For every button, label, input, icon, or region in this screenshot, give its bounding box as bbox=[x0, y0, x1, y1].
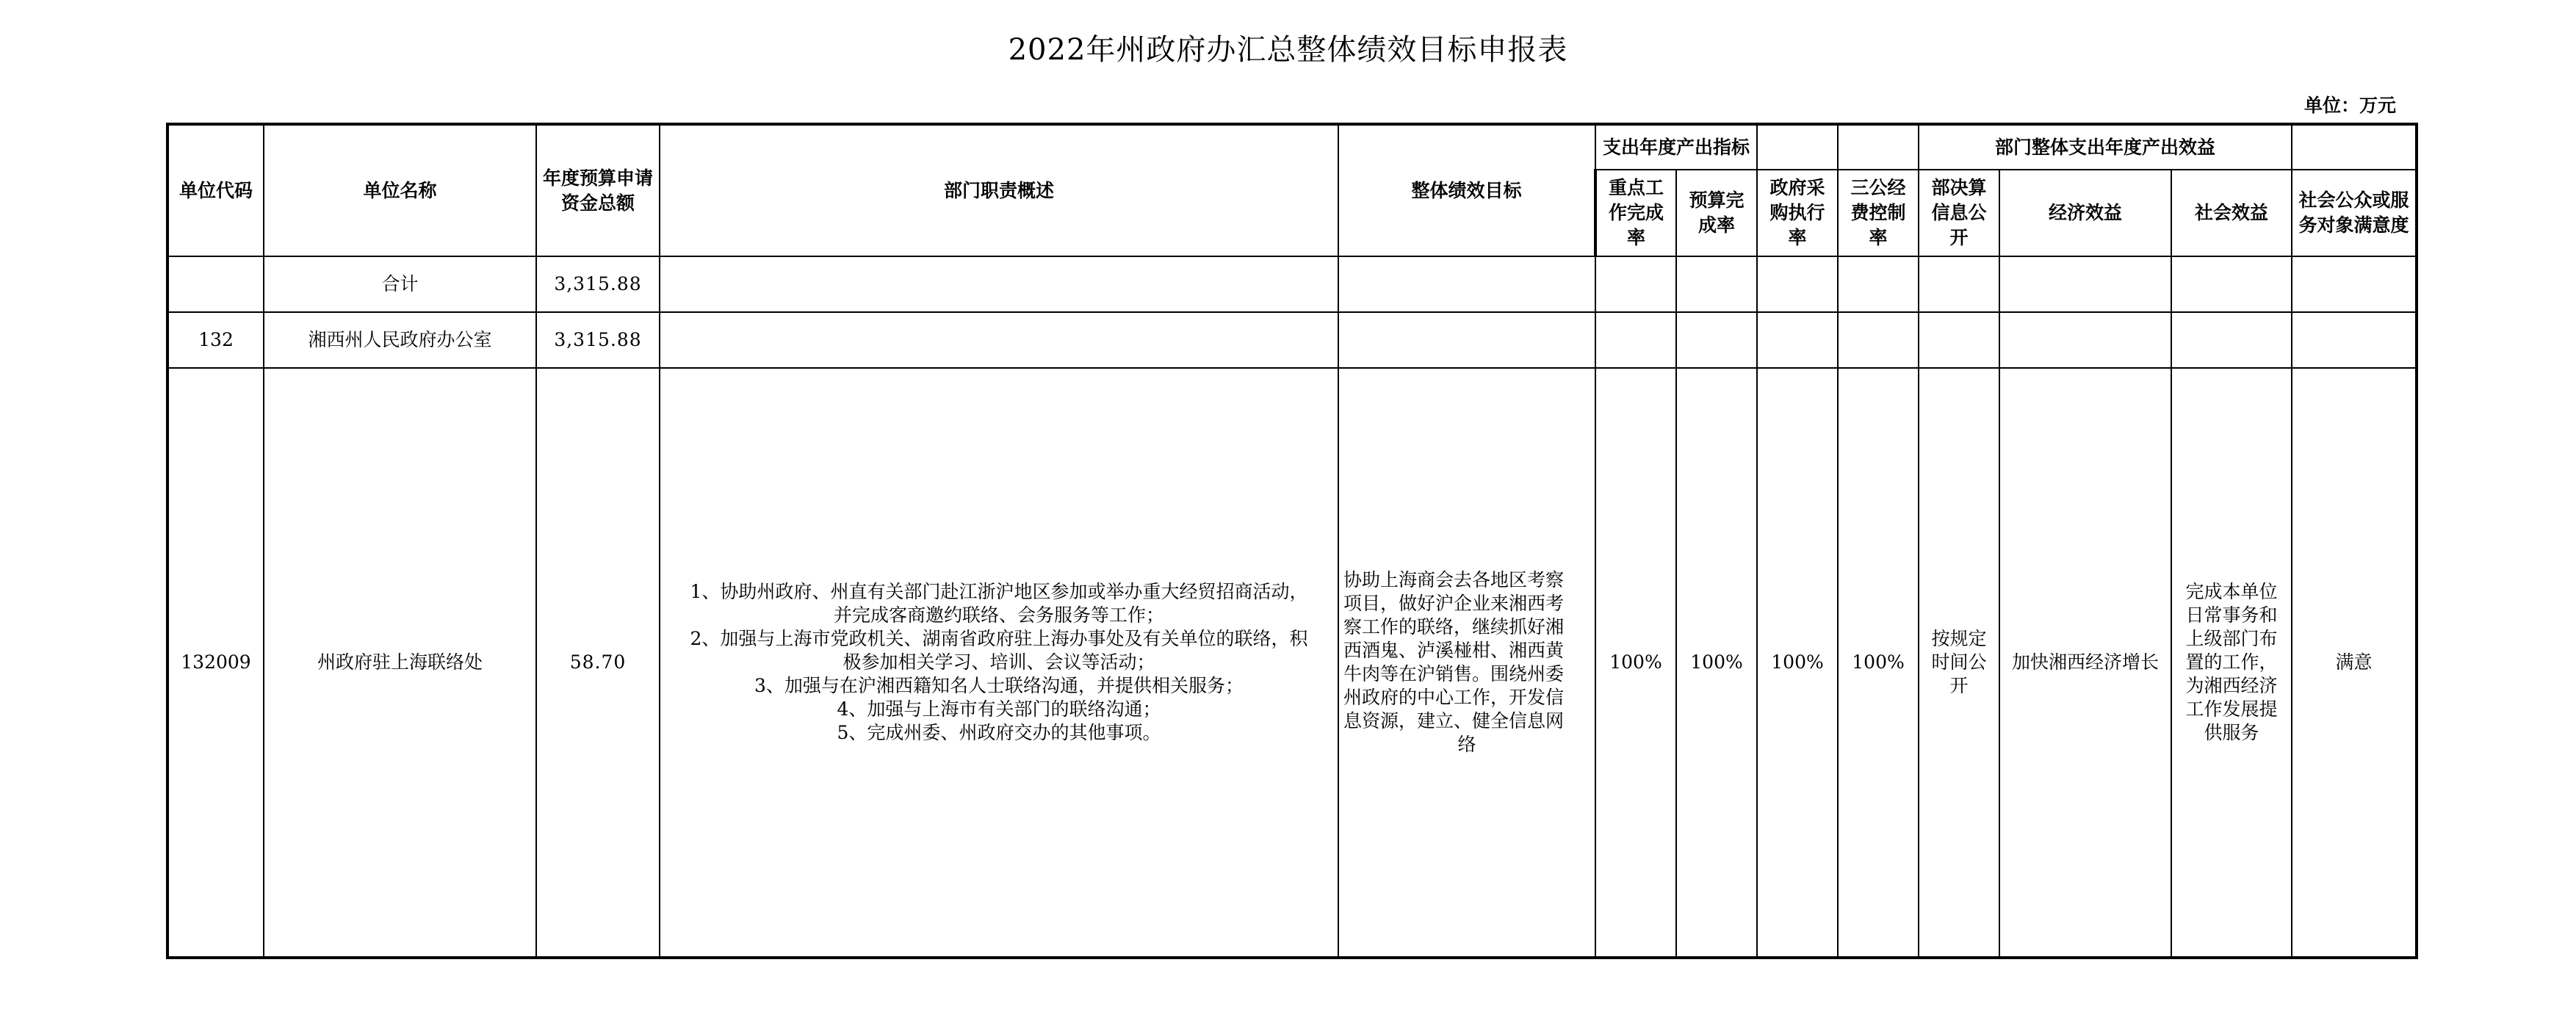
goal-line: 息资源，建立、健全信息网 bbox=[1343, 710, 1565, 731]
header-budget-text: 年度预算申请资金总额 bbox=[542, 167, 653, 214]
goal-line: 协助上海商会去各地区考察 bbox=[1343, 569, 1565, 590]
header-unit-name: 单位名称 bbox=[264, 124, 536, 256]
social-line: 供服务 bbox=[2204, 722, 2259, 743]
parent-name: 湘西州人民政府办公室 bbox=[264, 312, 536, 368]
header-disclosure: 部决算信息公开 bbox=[1919, 170, 1999, 256]
parent-economic bbox=[1999, 312, 2171, 368]
child-budget: 58.70 bbox=[536, 368, 660, 958]
total-budget-rate bbox=[1676, 256, 1757, 312]
social-line: 上级部门布 bbox=[2185, 628, 2278, 649]
total-three-funds bbox=[1838, 256, 1919, 312]
duty-line: 2、加强与上海市党政机关、湖南省政府驻上海办事处及有关单位的联络，积 bbox=[690, 628, 1308, 649]
goal-line: 察工作的联络，继续抓好湘 bbox=[1343, 616, 1565, 637]
header-budget-rate: 预算完成率 bbox=[1676, 170, 1757, 256]
child-three-funds: 100% bbox=[1838, 368, 1919, 958]
header-blank-three-funds bbox=[1838, 124, 1919, 170]
parent-key-work bbox=[1595, 312, 1676, 368]
total-duties bbox=[660, 256, 1338, 312]
child-goal bbox=[1338, 368, 1595, 958]
header-benefit-group: 部门整体支出年度产出效益 bbox=[1919, 124, 2292, 170]
social-line: 为湘西经济 bbox=[2185, 675, 2278, 696]
table-row-total bbox=[167, 256, 2417, 312]
parent-disclosure bbox=[1919, 312, 1999, 368]
parent-procurement bbox=[1757, 312, 1838, 368]
table-row-parent bbox=[167, 312, 2417, 368]
total-economic bbox=[1999, 256, 2171, 312]
header-row-1 bbox=[167, 124, 2417, 170]
parent-goal bbox=[1338, 312, 1595, 368]
parent-duties bbox=[660, 312, 1338, 368]
disclosure-line: 按规定 bbox=[1931, 628, 1987, 649]
performance-table bbox=[166, 123, 2418, 959]
social-line: 工作发展提 bbox=[2185, 698, 2278, 720]
header-key-work: 重点工作完成率 bbox=[1595, 170, 1676, 256]
header-satisfaction: 社会公众或服务对象满意度 bbox=[2292, 170, 2417, 256]
header-blank-procurement bbox=[1757, 124, 1838, 170]
header-three-funds: 三公经费控制率 bbox=[1838, 170, 1919, 256]
disclosure-line: 时间公 bbox=[1931, 651, 1987, 673]
header-budget bbox=[536, 124, 660, 256]
social-line: 日常事务和 bbox=[2185, 604, 2278, 626]
total-procurement bbox=[1757, 256, 1838, 312]
social-line: 置的工作， bbox=[2185, 651, 2278, 673]
child-economic: 加快湘西经济增长 bbox=[1999, 368, 2171, 958]
child-code: 132009 bbox=[167, 368, 264, 958]
goal-line: 西酒鬼、泸溪椪柑、湘西黄 bbox=[1343, 640, 1565, 661]
total-name: 合计 bbox=[264, 256, 536, 312]
child-budget-rate: 100% bbox=[1676, 368, 1757, 958]
duty-line: 4、加强与上海市有关部门的联络沟通； bbox=[837, 698, 1161, 720]
total-satisfaction bbox=[2292, 256, 2417, 312]
social-line: 完成本单位 bbox=[2185, 581, 2278, 602]
goal-line: 络 bbox=[1457, 734, 1476, 755]
child-procurement: 100% bbox=[1757, 368, 1838, 958]
parent-three-funds bbox=[1838, 312, 1919, 368]
header-procurement: 政府采购执行率 bbox=[1757, 170, 1838, 256]
header-blank-satisfaction bbox=[2292, 124, 2417, 170]
duty-line: 并完成客商邀约联络、会务服务等工作； bbox=[833, 604, 1164, 626]
duty-line: 1、协助州政府、州直有关部门赴江浙沪地区参加或举办重大经贸招商活动， bbox=[690, 581, 1308, 602]
header-duties: 部门职责概述 bbox=[660, 124, 1338, 256]
child-name: 州政府驻上海联络处 bbox=[264, 368, 536, 958]
header-social: 社会效益 bbox=[2171, 170, 2292, 256]
goal-line: 项目，做好沪企业来湘西考 bbox=[1343, 593, 1565, 614]
goal-line: 州政府的中心工作，开发信 bbox=[1343, 687, 1565, 708]
parent-code: 132 bbox=[167, 312, 264, 368]
total-budget: 3,315.88 bbox=[536, 256, 660, 312]
total-goal bbox=[1338, 256, 1595, 312]
total-code bbox=[167, 256, 264, 312]
header-goal: 整体绩效目标 bbox=[1338, 124, 1595, 256]
duty-line: 3、加强与在沪湘西籍知名人士联络沟通，并提供相关服务； bbox=[754, 675, 1244, 696]
total-social bbox=[2171, 256, 2292, 312]
goal-line: 牛肉等在沪销售。围绕州委 bbox=[1343, 663, 1565, 684]
header-economic: 经济效益 bbox=[1999, 170, 2171, 256]
header-output-group: 支出年度产出指标 bbox=[1595, 124, 1757, 170]
parent-budget-rate bbox=[1676, 312, 1757, 368]
total-disclosure bbox=[1919, 256, 1999, 312]
unit-label: 单位：万元 bbox=[2303, 95, 2396, 116]
header-unit-code: 单位代码 bbox=[167, 124, 264, 256]
duty-line: 5、完成州委、州政府交办的其他事项。 bbox=[837, 722, 1161, 743]
disclosure-line: 开 bbox=[1949, 675, 1969, 696]
child-satisfaction: 满意 bbox=[2292, 368, 2417, 958]
parent-social bbox=[2171, 312, 2292, 368]
child-key-work: 100% bbox=[1595, 368, 1676, 958]
child-duties bbox=[660, 368, 1338, 958]
table-row-child bbox=[167, 368, 2417, 958]
parent-satisfaction bbox=[2292, 312, 2417, 368]
total-key-work bbox=[1595, 256, 1676, 312]
child-social bbox=[2171, 368, 2292, 958]
parent-budget: 3,315.88 bbox=[536, 312, 660, 368]
child-disclosure bbox=[1919, 368, 1999, 958]
duty-line: 极参加相关学习、培训、会议等活动； bbox=[843, 651, 1155, 673]
document-title: 2022年州政府办汇总整体绩效目标申报表 bbox=[1008, 33, 1568, 67]
